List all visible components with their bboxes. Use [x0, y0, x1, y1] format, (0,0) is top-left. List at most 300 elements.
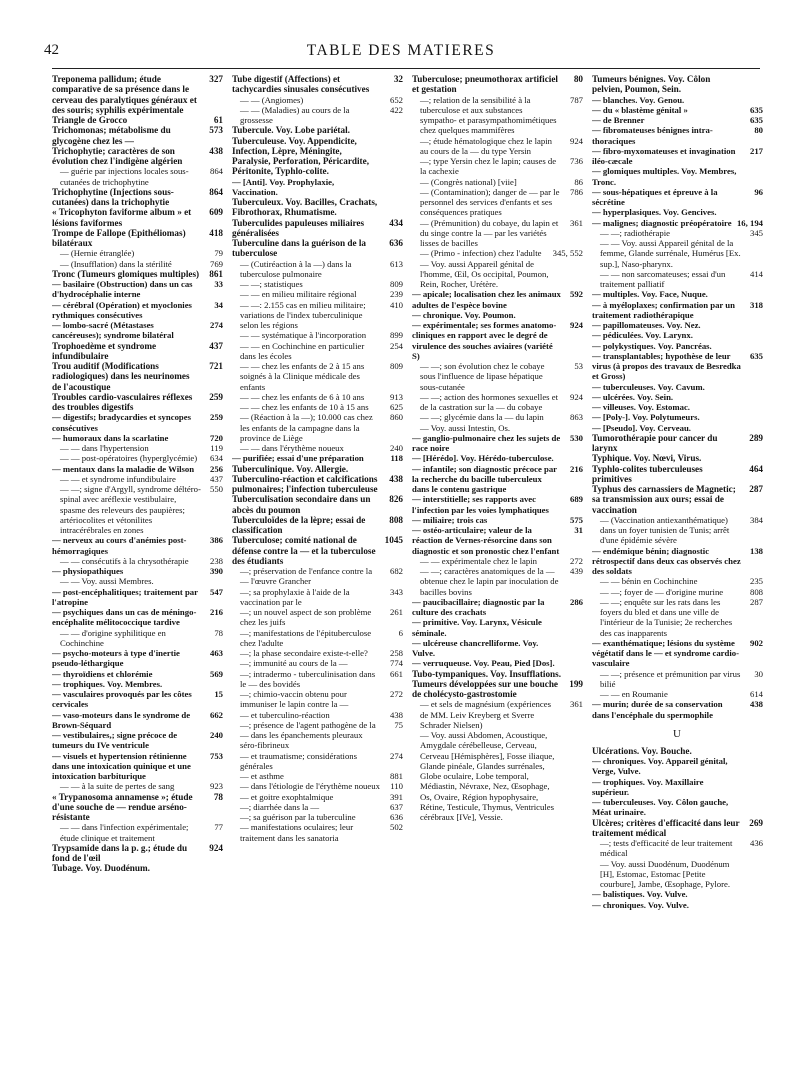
index-entry-page: 410 — [389, 299, 403, 310]
index-entry — [592, 166, 763, 187]
index-entry — [592, 746, 763, 756]
index-entry — [412, 669, 583, 679]
index-entry — [52, 556, 223, 566]
index-entry-page: 53 — [574, 361, 583, 371]
index-entry — [592, 341, 763, 351]
index-entry-page: 502 — [389, 822, 403, 833]
index-entry-text: — trophiques. Voy. Maxillaire supérieur. — [592, 776, 704, 797]
index-entry-page: 78 — [213, 791, 223, 802]
index-entry — [52, 228, 223, 249]
index-entry-text: — —; présence et prémunition par virus bilié — [600, 668, 741, 689]
index-entry-text: Tuberculeuse. Voy. Appendicite, Infection, Lèpre, Méningite, Paralysie, Perforation, Péricardite, Péritonite, Typhlo-colite. — [232, 135, 369, 177]
index-entry — [52, 443, 223, 453]
index-entry-page: 361 — [569, 217, 583, 228]
index-entry-text: — chronique. Voy. Poumon. — [412, 309, 516, 320]
index-entry — [52, 279, 223, 300]
index-entry-page: 119 — [210, 443, 223, 453]
index-entry-text: — physiopathiques — [52, 566, 124, 576]
index-entry-page: 923 — [209, 781, 223, 792]
index-entry-text: — — (Maladies) au cours de la grossesse — [240, 104, 350, 125]
index-entry — [592, 115, 763, 125]
index-entry — [412, 320, 583, 361]
index-entry-text: Tuberculides papuleuses miliaires généralisées — [232, 217, 365, 238]
index-entry-page: 614 — [749, 689, 763, 699]
index-entry — [592, 669, 763, 690]
index-entry-text: Tubage. Voy. Duodénum. — [52, 863, 150, 874]
index-entry-page: 438 — [389, 473, 403, 484]
index-entry — [52, 125, 223, 146]
index-entry-page: 636 — [389, 238, 403, 248]
index-entry — [592, 330, 763, 340]
index-entry — [52, 259, 223, 269]
index-entry-page: 569 — [209, 668, 223, 679]
index-entry-page: 860 — [389, 412, 403, 423]
index-entry-page: 661 — [389, 668, 403, 679]
index-entry-text: Troubles cardio-vasculaires réflexes des troubles digestifs — [52, 391, 193, 412]
index-entry-text: — vaso-moteurs dans le syndrome de Brown-Séquard — [52, 709, 191, 730]
index-entry-page: 809 — [389, 361, 403, 371]
index-entry-text: — — Voy. aussi Membres. — [60, 576, 154, 587]
index-entry-page: 808 — [389, 514, 403, 525]
index-entry — [52, 710, 223, 731]
index-entry-page: 464 — [749, 463, 763, 474]
index-entry — [52, 679, 223, 689]
index-entry-page: 361 — [569, 699, 583, 710]
index-entry-text: — (Cutiréaction à la —) dans la tuberculose pulmonaire — [240, 258, 352, 279]
index-entry-text: —; sa prophylaxie à l'aide de la vaccination par le — [240, 586, 350, 607]
index-entry-page: 774 — [389, 658, 403, 669]
index-entry-page: 391 — [389, 791, 403, 802]
index-entry-page: 386 — [209, 535, 223, 546]
index-entry-page: 30 — [754, 668, 763, 679]
index-entry-page: 652 — [389, 94, 403, 105]
index-entry — [52, 648, 223, 669]
index-entry — [232, 443, 403, 453]
index-entry — [232, 720, 403, 751]
index-entry-page: 343 — [389, 586, 403, 597]
index-entry-page: 899 — [389, 330, 403, 341]
index-entry-text: — [Anti]. Voy. Prophylaxie, Vaccination. — [232, 176, 335, 197]
index-entry-page: 437 — [209, 340, 223, 351]
index-entry-text: — —; signe d'Argyll, syndrome déltéro-spinal avec aréflexie vestibulaire, spasme des releveurs des paupières; artériocolites et vétonilites intracérébrales en zones — [60, 484, 201, 535]
index-entry — [412, 617, 583, 638]
index-entry — [232, 341, 403, 362]
index-entry-text: Tuberculine dans la guérison de la tuberculose — [232, 238, 367, 259]
index-entry — [592, 689, 763, 699]
index-entry-text: — expérimentale; ses formes anatomo-cliniques en rapport avec le degré de virulence des souches aviaires (variété S) — [412, 320, 557, 361]
index-entry — [412, 136, 583, 157]
index-entry — [232, 474, 403, 495]
index-entry — [412, 74, 583, 95]
index-entry — [232, 689, 403, 710]
index-entry-page: 637 — [389, 801, 403, 812]
index-entry-text: — — dans l'infection expérimentale; étude clinique et traitement — [60, 822, 189, 843]
index-entry — [52, 535, 223, 556]
index-entry — [592, 423, 763, 433]
index-entry — [412, 494, 583, 515]
index-entry-text: — —; action des hormones sexuelles et de la castration sur la — du cobaye — [420, 391, 559, 412]
index-entry — [232, 402, 403, 412]
index-entry-text: —; sa guérison par la tuberculine — [240, 812, 356, 822]
index-entry — [592, 546, 763, 577]
index-entry-text: — — chez les enfants de 6 à 10 ans — [240, 391, 365, 402]
index-entry — [52, 320, 223, 341]
index-entry-page: 902 — [749, 637, 763, 648]
index-entry-page: 31 — [574, 525, 583, 535]
index-entry — [592, 515, 763, 546]
index-entry — [232, 361, 403, 392]
index-entry — [592, 433, 763, 454]
index-entry-text: — humoraux dans la scarlatine — [52, 432, 169, 443]
index-entry-page: 550 — [209, 484, 223, 494]
index-entry — [52, 822, 223, 843]
index-entry-text: — — chez les enfants de 10 à 15 ans — [240, 402, 369, 412]
index-entry-text: Tuberculoïdes de la lèpre; essai de classification — [232, 514, 366, 535]
index-entry — [592, 756, 763, 777]
index-entry-page: 384 — [749, 514, 763, 525]
index-entry-text: — —; glycémie dans la — du lapin — [420, 412, 544, 423]
index-entry-text: — [Pseudo]. Voy. Cerveau. — [592, 422, 691, 433]
index-entry-text: — dans l'étiologie de l'érythème noueux — [240, 781, 380, 792]
index-entry-text: — — systématique à l'incorporation — [240, 330, 367, 341]
index-entry — [52, 792, 223, 823]
index-entry — [52, 464, 223, 474]
index-entry — [412, 515, 583, 525]
index-entry — [232, 464, 403, 474]
index-entry — [232, 587, 403, 608]
index-entry-text: — malignes; diagnostic préopératoire — [592, 217, 732, 228]
index-entry — [592, 300, 763, 321]
index-entry — [232, 392, 403, 402]
index-entry-page: 438 — [749, 699, 763, 710]
index-entry-text: — tuberculeuses. Voy. Côlon gauche, Méat urinaire. — [592, 797, 729, 818]
index-entry — [232, 812, 403, 822]
index-entry-page: 272 — [389, 689, 403, 699]
index-entry-page: 75 — [394, 719, 403, 730]
index-entry-text: — psychiques dans un cas de méningo-encéphalite mélitococcique tardive — [52, 607, 197, 628]
index-entry-page: 269 — [749, 817, 763, 828]
index-entry-text: « Tricophyton faviforme album » et lésions faviformes — [52, 207, 192, 228]
index-entry-page: 259 — [209, 391, 223, 402]
index-entry-text: — Voy. aussi Duodénum, Duodénum [H], Estomac, Estomac [Petite courbure], Jambe, Œsophage, Pylore. — [600, 858, 731, 889]
index-entry-text: — murin; durée de sa conservation dans l'encéphale du spermophile — [592, 699, 723, 720]
index-entry — [412, 412, 583, 422]
index-entry-page: 463 — [209, 648, 223, 658]
index-entry-text: —; préservation de l'enfance contre la — l'œuvre Grancher — [240, 566, 373, 587]
index-entry — [52, 863, 223, 873]
index-entry-text: — et sels de magnésium (expériences de MM. Leiv Kreyberg et Sverre Schrader Nielsen) — [420, 699, 551, 730]
index-entry-page: 439 — [569, 566, 583, 576]
index-entry — [232, 648, 403, 658]
index-entry-text: —; manifestations de l'épituberculose chez l'adulte — [240, 627, 372, 648]
index-entry-text: — Voy. aussi Appareil génital de l'homme, Œil, Os occipital, Poumon, Rein, Rocher, Urétère. — [420, 258, 549, 289]
index-column-4 — [592, 74, 763, 1074]
index-entry — [592, 228, 763, 238]
index-entry — [232, 125, 403, 135]
index-entry-page: 138 — [749, 545, 763, 556]
index-entry — [592, 269, 763, 290]
index-entry-text: Tube digestif (Affections) et tachycardies sinusales consécutives — [232, 74, 370, 95]
index-entry-text: — endémique bénin; diagnostic rétrospectif dans deux cas observés chez des soldats — [592, 545, 741, 576]
index-entry — [232, 710, 403, 720]
index-entry-page: 80 — [754, 125, 763, 136]
index-entry-text: — — d'origine syphilitique en Cochinchine — [60, 627, 166, 648]
page-header — [40, 42, 762, 64]
index-column-1 — [52, 74, 223, 1074]
index-entry — [52, 474, 223, 484]
index-entry — [52, 689, 223, 710]
index-entry — [412, 556, 583, 566]
index-entry — [52, 269, 223, 279]
index-entry-text: — fibromateuses bénignes intra-thoraciques — [592, 125, 713, 146]
index-entry-page: 609 — [209, 207, 223, 218]
index-entry-page: 636 — [389, 812, 403, 822]
index-entry-text: — ostéo-articulaire; valeur de la réaction de Vernes-résorcine dans son diagnostic et son pronostic chez l'enfant — [412, 525, 560, 556]
index-entry — [592, 320, 763, 330]
index-entry-page: 77 — [214, 822, 223, 833]
index-entry-text: — — bénin en Cochinchine — [600, 576, 698, 587]
index-entry — [592, 382, 763, 392]
index-entry-page: 15 — [214, 689, 223, 699]
index-entry-text: — (Insufflation) dans la stérilité — [60, 258, 172, 269]
index-entry — [592, 484, 763, 515]
index-entry — [232, 802, 403, 812]
index-entry-page: 261 — [389, 607, 403, 617]
index-entry — [412, 433, 583, 454]
index-entry — [232, 95, 403, 105]
index-entry-page: 769 — [209, 258, 223, 269]
index-entry — [52, 433, 223, 443]
index-entry-page: 216 — [569, 463, 583, 474]
index-entry — [412, 177, 583, 187]
index-entry-page: 913 — [389, 391, 403, 402]
index-entry — [52, 341, 223, 362]
index-entry-page: 434 — [389, 217, 403, 228]
index-entry-text: —; relation de la sensibilité à la tuberculose et aux substances sympatho- et parasympathomimétiques chez quelques mammifères — [420, 94, 557, 136]
index-entry-text: — et traumatisme; considérations générales — [240, 750, 358, 771]
index-entry-page: 327 — [209, 74, 223, 84]
index-entry-page: 33 — [214, 279, 223, 289]
index-entry-page: 289 — [749, 432, 763, 443]
index-entry — [412, 464, 583, 495]
index-entry — [52, 566, 223, 576]
index-entry — [412, 423, 583, 433]
index-entry — [52, 248, 223, 258]
index-entry-page: 809 — [389, 279, 403, 289]
index-entry — [232, 515, 403, 536]
index-entry-page: 573 — [209, 125, 223, 136]
index-entry-text: — —; foyer de — d'origine murine — [600, 586, 724, 597]
index-entry-page: 437 — [209, 473, 223, 484]
index-entry — [232, 535, 403, 566]
index-entry — [52, 730, 223, 751]
index-entry-text: —; immunité au cours de la — — [240, 658, 348, 669]
index-entry — [592, 105, 763, 115]
index-entry-page: 216 — [209, 607, 223, 617]
index-entry — [592, 453, 763, 463]
index-entry — [232, 771, 403, 781]
index-entry-text: — (Prémunition) du cobaye, du lapin et du singe contre la — par les variétés lisses de bacilles — [420, 217, 559, 248]
index-entry-text: — exanthématique; lésions du système végétatif dans le — et syndrome cardio-vasculaire — [592, 637, 740, 669]
index-entry — [52, 115, 223, 125]
index-entry-page: 682 — [389, 566, 403, 576]
index-entry-text: — guérie par injections locales sous-cutanées de trichophytine — [60, 166, 189, 187]
index-entry-page: 438 — [389, 709, 403, 720]
index-entry-page: 436 — [749, 838, 763, 848]
index-entry-page: 274 — [209, 320, 223, 330]
index-entry — [412, 218, 583, 249]
index-entry — [592, 125, 763, 146]
index-entry-text: Tuberculino-réaction et calcifications pulmonaires; l'infection tuberculeuse — [232, 473, 378, 494]
index-entry — [592, 597, 763, 638]
index-entry-text: « Trypanosoma annamense »; étude d'une souche de — rendue arséno-résistante — [52, 791, 193, 822]
index-entry — [592, 699, 763, 720]
index-entry-text: — post-encéphalitiques; traitement par l'atropine — [52, 586, 198, 607]
index-entry-text: Typhlo-colites tuberculeuses primitives — [592, 463, 703, 484]
index-entry — [412, 453, 583, 463]
index-entry — [52, 587, 223, 608]
index-entry-text: —; présence de l'agent pathogène de la — dans les épanchements pleuraux séro-fibrineux — [240, 719, 376, 751]
index-entry — [592, 289, 763, 299]
index-entry-page: 689 — [569, 494, 583, 505]
index-entry-text: — — post-opératoires (hyperglycémie) — [60, 453, 198, 464]
index-entry-page: 736 — [569, 156, 583, 166]
index-entry — [232, 105, 403, 126]
index-entry — [52, 166, 223, 187]
index-entry-page: 635 — [749, 104, 763, 115]
index-entry-page: 924 — [209, 842, 223, 853]
index-entry — [232, 279, 403, 289]
index-entry-page: 787 — [569, 94, 583, 105]
index-entry — [592, 587, 763, 597]
index-entry-page: 110 — [390, 781, 403, 792]
index-entry-text: — — Voy. aussi Appareil génital de la femme, Glande surrénale, Humérus [Ex. sup.], Naso-pharynx. — [600, 238, 741, 269]
index-entry-text: Trichophytine (Injections sous-cutanées) dans la trichophytie — [52, 186, 174, 207]
index-entry-page: 924 — [569, 135, 583, 146]
index-entry — [232, 781, 403, 791]
index-entry-text: Trichophytie; caractères de son évolution chez l'indigène algérien — [52, 145, 183, 166]
index-entry-text: — transplantables; hypothèse de leur virus (à propos des travaux de Besredka et Gross) — [592, 350, 741, 382]
index-entry-page: 274 — [389, 750, 403, 761]
index-entry-text: — trophiques. Voy. Membres. — [52, 678, 163, 689]
index-entry-text: —; tests d'efficacité de leur traitement médical — [600, 838, 733, 859]
index-entry-text: — Voy. aussi Abdomen, Acoustique, Amygdale cérébelleuse, Cerveau, Cerveau [Hémisphères], Fosse iliaque, Glande pinéale, Glandes surrénales, Globe oculaire, Lobe temporal, Médiastin, Névraxe, Nez, Œsophage, Os, Ovaire, Région hypophysaire, Rétine, Testicule, Thymus, Ventricules cérébraux [IVe], Vessie. — [420, 730, 555, 822]
index-entry-text: — balistiques. Voy. Vulve. — [592, 889, 688, 900]
index-entry-page: 86 — [574, 176, 583, 187]
index-entry-page: 864 — [209, 166, 223, 177]
index-entry — [412, 699, 583, 730]
index-entry-page: 861 — [209, 268, 223, 279]
index-entry-text: —; un nouvel aspect de son problème chez les juifs — [240, 607, 372, 628]
index-entry-text: — — dans l'hypertension — [60, 443, 149, 453]
index-entry-page: 414 — [749, 268, 763, 279]
index-entry — [592, 838, 763, 859]
index-entry — [412, 259, 583, 290]
index-entry-text: Tubercule. Voy. Lobe pariétal. — [232, 125, 350, 136]
index-entry — [232, 197, 403, 218]
index-entry-text: — cérébral (Opération) et myoclonies rythmiques consécutives — [52, 299, 192, 320]
index-entry — [232, 792, 403, 802]
index-entry — [412, 730, 583, 822]
index-entry — [232, 412, 403, 443]
index-entry-text: — sous-hépatiques et épreuve à la sécrétine — [592, 186, 718, 207]
index-entry-text: — (Contamination); danger de — par le personnel des services d'enfants et ses conséquences pratiques — [420, 186, 560, 218]
index-entry-page: 217 — [749, 145, 763, 156]
index-entry-text: Trichomonas; métabolisme du glycogène chez les — — [52, 125, 171, 146]
index-entry-text: — (Congrès national) [viie] — [420, 176, 517, 187]
index-entry — [232, 300, 403, 331]
index-entry-text: — à myéloplaxes; confirmation par un traitement radiothérapique — [592, 299, 735, 320]
index-entry — [232, 607, 403, 628]
index-entry-text: Tuberculisation secondaire dans un abcès du poumon — [232, 494, 371, 515]
index-entry-text: — —; son évolution chez le cobaye sous l'influence de lipase hépatique sous-cutanée — [420, 361, 545, 392]
index-entry-page: 239 — [389, 289, 403, 300]
index-entry-text: — et goitre exophtalmique — [240, 791, 334, 802]
index-entry — [412, 361, 583, 392]
index-entry-text: — —; statistiques — [240, 279, 303, 289]
index-entry-text: — nerveux au cours d'anémies post-hémorragiques — [52, 535, 187, 556]
index-entry-text: — (Primo - infection) chez l'adulte — [420, 248, 542, 259]
index-entry-text: Trypsamide dans la p. g.; étude du fond de l'œil — [52, 842, 188, 863]
index-entry-text: — glomiques multiples. Voy. Membres, Tronc. — [592, 166, 737, 187]
index-entry — [52, 74, 223, 115]
index-entry-text: — Voy. aussi Intestin, Os. — [420, 422, 511, 433]
index-entry-page: 235 — [749, 576, 763, 587]
index-entry — [232, 669, 403, 690]
index-entry-text: — psycho-moteurs à type d'inertie pseudo-léthargique — [52, 648, 180, 669]
index-entry-page: 238 — [209, 555, 223, 566]
index-entry-text: — — consécutifs à la chrysothérapie — [60, 555, 189, 566]
index-entry — [592, 818, 763, 839]
index-entry — [592, 351, 763, 382]
index-entry-text: — — en Roumanie — [600, 689, 668, 699]
index-entry-page: 259 — [209, 412, 223, 423]
index-entry — [412, 638, 583, 659]
index-entry-text: Tuberculose; comité national de défense contre la — et la tuberculose des étudiants — [232, 535, 376, 566]
index-entry-page: 32 — [393, 74, 403, 84]
index-entry-text: —; intradermo - tuberculinisation dans le — des bovidés — [240, 668, 376, 689]
index-entry-text: — du « blastème génital » — [592, 104, 688, 115]
index-entry-text: Typhus des carnassiers de Magnetic; sa transmission aux ours; essai de vaccination — [592, 484, 736, 515]
index-entry — [52, 607, 223, 628]
index-entry — [592, 859, 763, 890]
index-entry-text: Tumeurs bénignes. Voy. Côlon pelvien, Poumon, Sein. — [592, 74, 711, 95]
index-entry — [412, 248, 583, 258]
index-entry-page: 240 — [209, 730, 223, 740]
index-entry-text: — fibro-myxomateuses et invagination iléo-cæcale — [592, 145, 736, 166]
index-entry-text: — —; enquête sur les rats dans les foyers du bled et dans une ville de l'intérieur de la Tunisie; 2e recherches des cas inapparents — [600, 596, 733, 638]
index-entry-text: — blanches. Voy. Genou. — [592, 94, 685, 105]
index-entry — [592, 187, 763, 208]
index-entry-text: Tubo-tympaniques. Voy. Insufflations. — [412, 668, 562, 679]
index-entry — [412, 392, 583, 413]
index-entry — [232, 822, 403, 843]
index-entry — [52, 576, 223, 586]
index-entry-text: Triangle de Grocco — [52, 115, 128, 125]
index-entry-text: — — dans l'érythème noueux — [240, 443, 344, 453]
index-entry-text: — apicale; localisation chez les animaux adultes de l'espèce bovine — [412, 289, 561, 310]
index-entry-page: 438 — [209, 145, 223, 156]
index-entry-page: 345, 552 — [552, 248, 583, 259]
index-entry-page: 318 — [749, 299, 763, 310]
index-entry-text: — miliaire; trois cas — [412, 514, 488, 525]
index-entry — [52, 751, 223, 782]
index-entry-text: — ganglio-pulmonaire chez les sujets de race noire — [412, 432, 561, 453]
index-entry-text: — chroniques. Voy. Vulve. — [592, 899, 689, 910]
index-entry-page: 924 — [569, 391, 583, 402]
index-entry — [232, 453, 403, 463]
index-entry — [592, 412, 763, 422]
